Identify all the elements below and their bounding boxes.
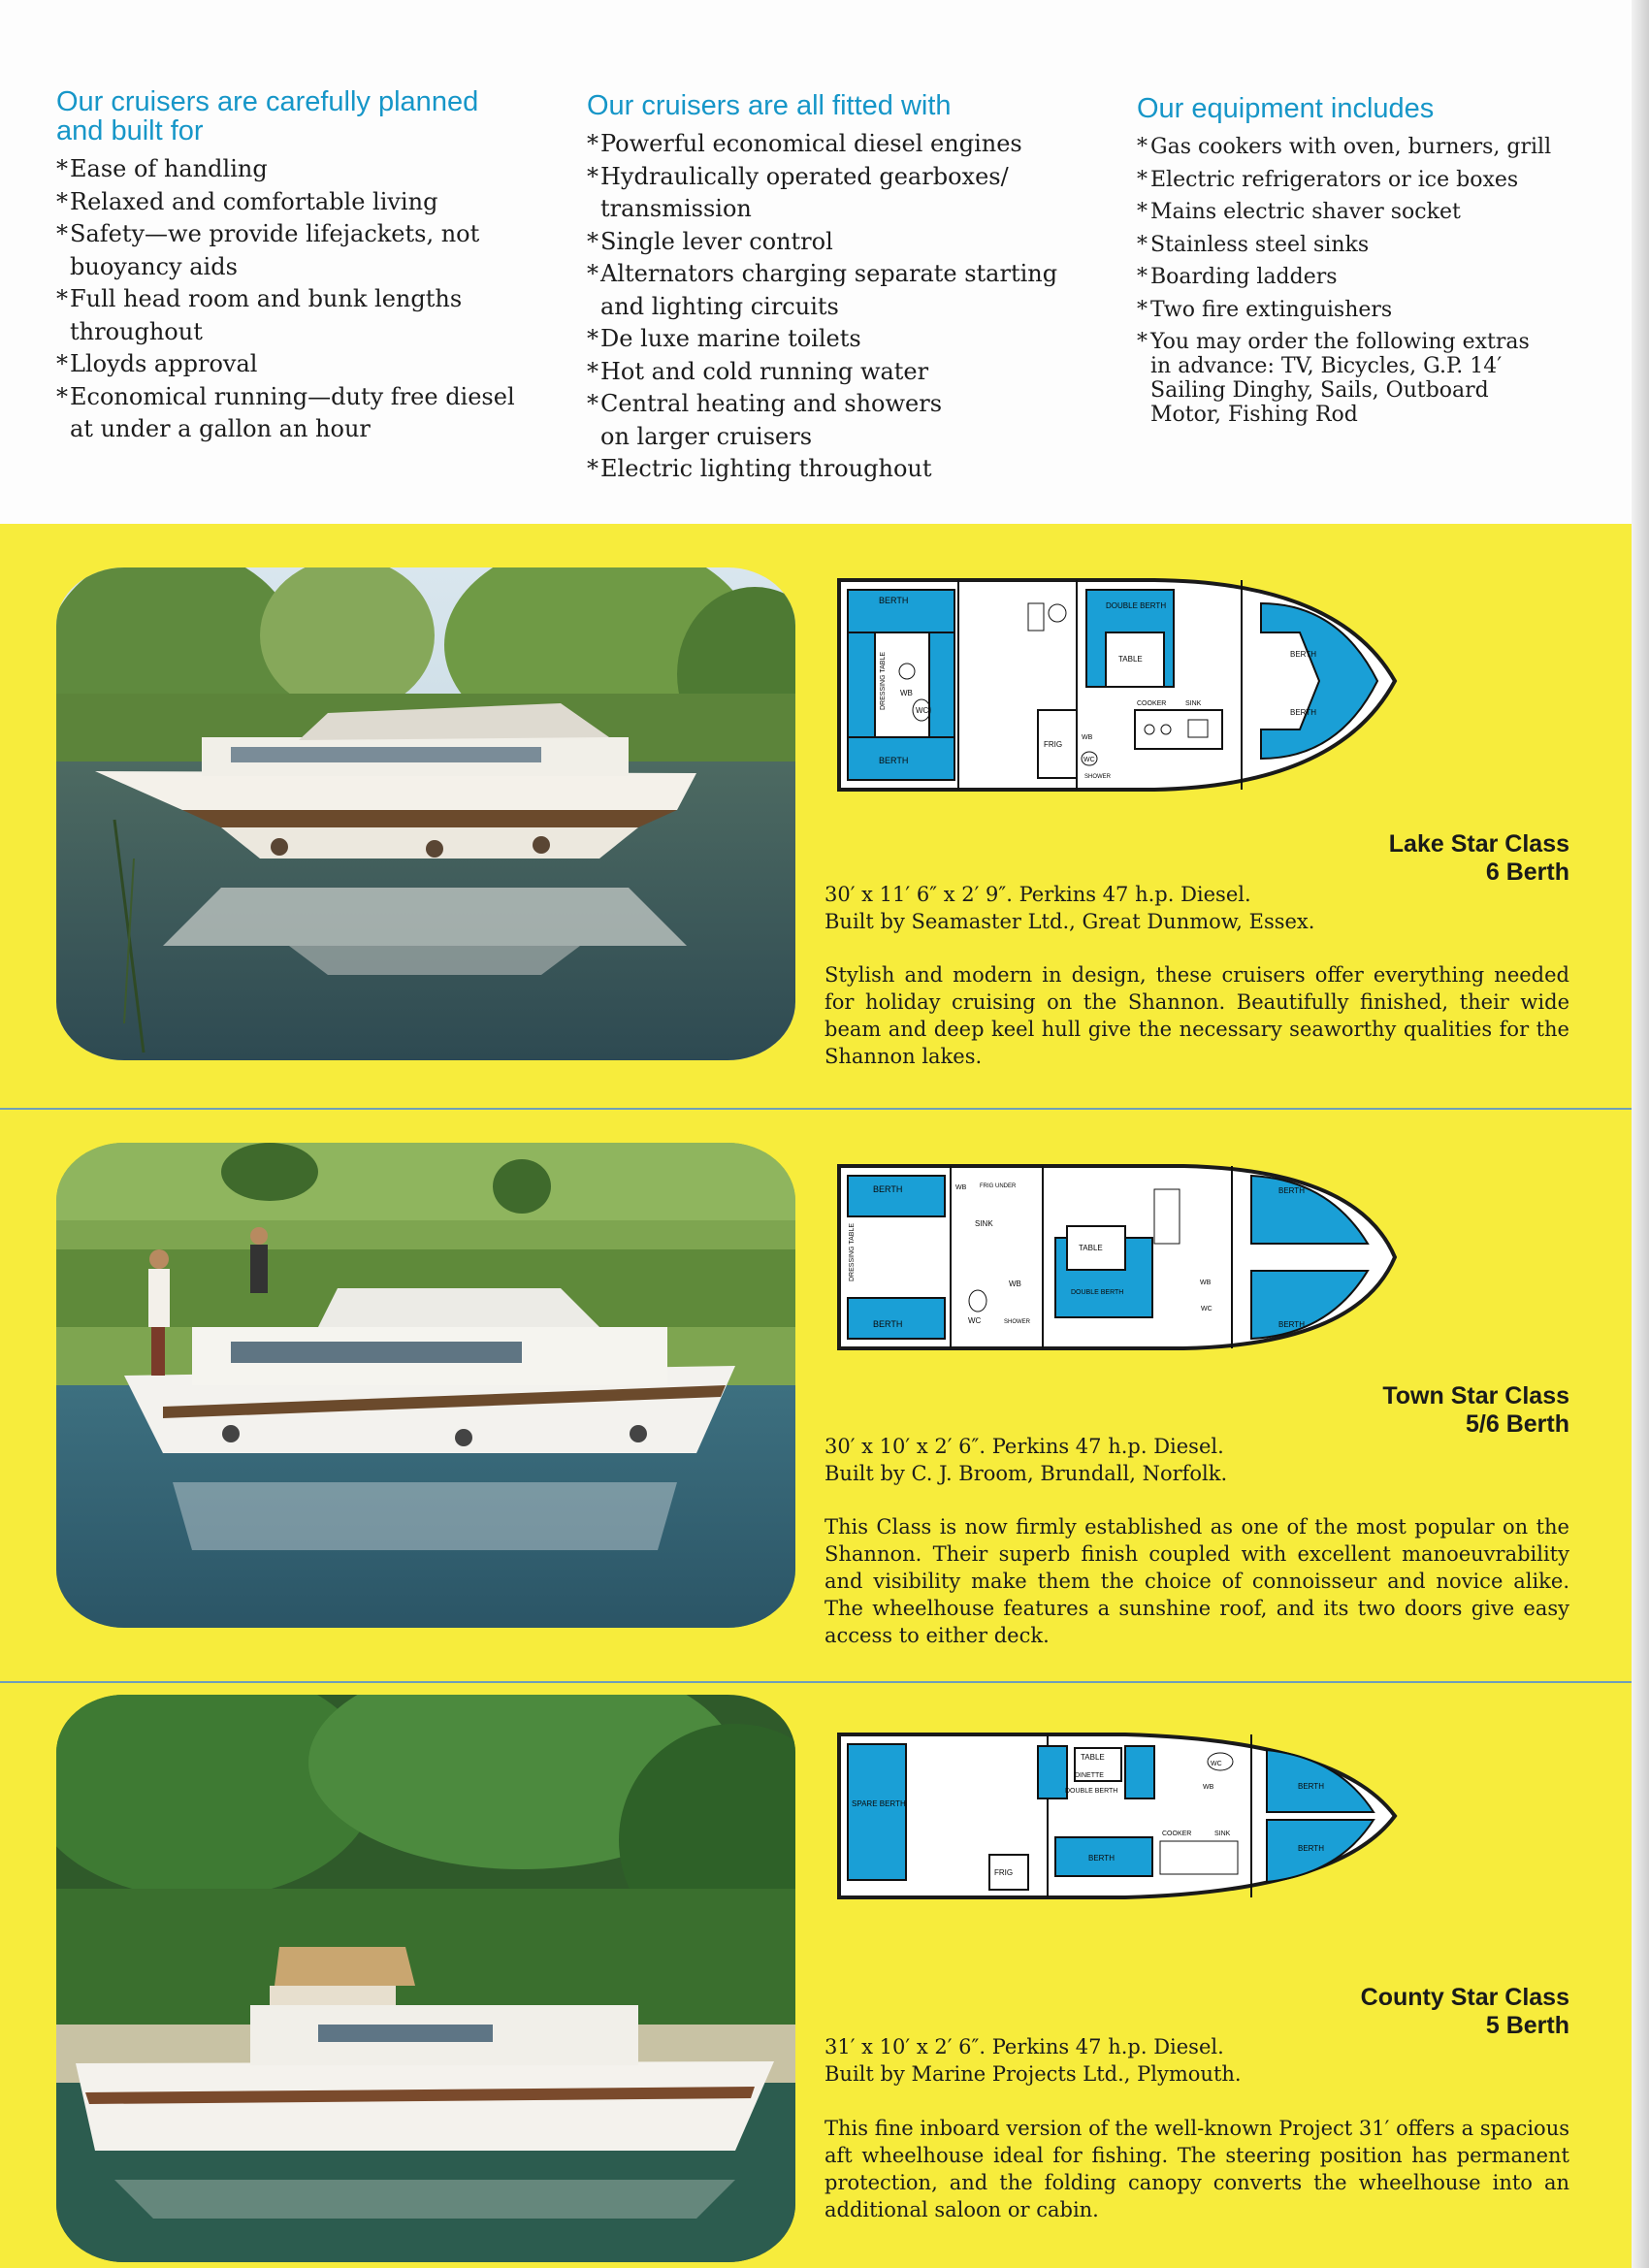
town-star-deck-plan bbox=[834, 1160, 1406, 1354]
county-star-spec bbox=[824, 2033, 1242, 2088]
class-berth: 5/6 Berth bbox=[1466, 1410, 1569, 1438]
column-heading: Our cruisers are all fitted with bbox=[587, 90, 952, 121]
plan-label: BERTH bbox=[1290, 708, 1316, 717]
plan-label: BERTH bbox=[1298, 1782, 1324, 1791]
spec-line: Built by Seamaster Ltd., Great Dunmow, Essex. bbox=[824, 910, 1315, 933]
page-edge bbox=[1632, 0, 1649, 2268]
plan-label: WB bbox=[1009, 1280, 1021, 1288]
lake-star-photo bbox=[56, 567, 795, 1060]
plan-label: DRESSING TABLE bbox=[849, 1222, 856, 1281]
class-berth: 6 Berth bbox=[1485, 859, 1569, 886]
cruiser-classes-section bbox=[0, 524, 1632, 2268]
plan-label: FRIG bbox=[994, 1868, 1014, 1877]
lake-star-description: Stylish and modern in design, these cruisers offer everything needed for holiday cruising on the Shannon. Beautifully finished, their wide beam and deep keel hull give the necessary seaworthy qualities for the Shannon lakes. bbox=[824, 963, 1569, 1068]
plan-label: BERTH bbox=[873, 1319, 903, 1329]
column-fitted-with bbox=[587, 91, 1091, 486]
plan-label: WB bbox=[1203, 1784, 1214, 1791]
plan-label: SINK bbox=[1214, 1831, 1231, 1837]
list-item: * Ease of handling bbox=[56, 153, 561, 186]
list-item: * Stainless steel sinks bbox=[1137, 229, 1602, 262]
spec-line: Built by Marine Projects Ltd., Plymouth. bbox=[824, 2062, 1242, 2086]
class-name: County Star Class bbox=[1360, 1984, 1569, 2011]
spec-line: Built by C. J. Broom, Brundall, Norfolk. bbox=[824, 1462, 1228, 1485]
feature-list bbox=[56, 153, 561, 446]
list-item: * Single lever control bbox=[587, 226, 1091, 259]
spec-line: 30′ x 11′ 6″ x 2′ 9″. Perkins 47 h.p. Diesel. bbox=[824, 883, 1251, 906]
plan-label: WB bbox=[955, 1184, 967, 1191]
plan-label: BERTH bbox=[1298, 1844, 1324, 1853]
plan-label: WC bbox=[968, 1316, 982, 1325]
list-item: * Hot and cold running water bbox=[587, 356, 1091, 389]
plan-label: TABLE bbox=[1079, 1244, 1103, 1252]
plan-label: WB bbox=[1200, 1280, 1212, 1286]
lake-star-deck-plan bbox=[834, 574, 1406, 797]
list-item-continued: throughout bbox=[70, 317, 203, 345]
list-item-continued: transmission bbox=[600, 195, 752, 222]
plan-label: DOUBLE BERTH bbox=[1106, 601, 1167, 610]
list-item: * Lloyds approval bbox=[56, 348, 561, 381]
heading-line: Our cruisers are carefully planned bbox=[56, 86, 479, 117]
plan-label: WC bbox=[916, 706, 929, 715]
class-name: Lake Star Class bbox=[1388, 830, 1569, 858]
column-heading: Our equipment includes bbox=[1137, 93, 1435, 124]
lake-star-title bbox=[1389, 830, 1569, 887]
plan-label: COOKER bbox=[1162, 1831, 1192, 1837]
lake-star-spec bbox=[824, 881, 1314, 935]
list-item: * Electric lighting throughout bbox=[587, 453, 1091, 486]
extras-line: You may order the following extras bbox=[1150, 330, 1530, 354]
plan-label: DOUBLE BERTH bbox=[1071, 1289, 1124, 1296]
spec-line: 31′ x 10′ x 2′ 6″. Perkins 47 h.p. Diesel. bbox=[824, 2035, 1224, 2058]
county-star-title bbox=[1361, 1984, 1569, 2040]
list-item: * Powerful economical diesel engines bbox=[587, 128, 1091, 161]
extras-line: in advance: TV, Bicycles, G.P. 14′ bbox=[1150, 354, 1503, 378]
plan-label: COOKER bbox=[1137, 700, 1167, 707]
class-berth: 5 Berth bbox=[1485, 2012, 1569, 2039]
plan-label: BERTH bbox=[1290, 650, 1316, 659]
plan-label: SHOWER bbox=[1084, 774, 1111, 780]
list-item: * Hydraulically operated gearboxes/ bbox=[587, 161, 1091, 194]
plan-label: WC bbox=[1211, 1761, 1222, 1767]
section-divider bbox=[0, 1681, 1632, 1683]
plan-label: TABLE bbox=[1081, 1753, 1105, 1762]
county-star-deck-plan bbox=[834, 1729, 1406, 1903]
plan-label: FRIG bbox=[1044, 740, 1063, 749]
boat-photo-illustration bbox=[56, 1695, 795, 2262]
list-item: * Boarding ladders bbox=[1137, 261, 1602, 294]
list-item: * Mains electric shaver socket bbox=[1137, 196, 1602, 229]
plan-label: BERTH bbox=[1278, 1186, 1305, 1195]
plan-label: FRIG UNDER bbox=[980, 1183, 1017, 1189]
list-item-extras bbox=[1137, 330, 1602, 427]
list-item: * Full head room and bunk lengths bbox=[56, 283, 561, 316]
plan-label: DRESSING TABLE bbox=[880, 651, 887, 710]
list-item: * Electric refrigerators or ice boxes bbox=[1137, 164, 1602, 197]
plan-label: BERTH bbox=[873, 1184, 903, 1194]
boat-photo-illustration bbox=[56, 567, 795, 1060]
list-item-continued: and lighting circuits bbox=[600, 292, 839, 320]
plan-label: DOUBLE BERTH bbox=[1065, 1788, 1118, 1795]
spec-line: 30′ x 10′ x 2′ 6″. Perkins 47 h.p. Diesel. bbox=[824, 1435, 1224, 1458]
plan-label: WC bbox=[1201, 1306, 1212, 1312]
plan-label: WC bbox=[1083, 757, 1095, 763]
list-item: * Two fire extinguishers bbox=[1137, 294, 1602, 327]
list-item-continued: buoyancy aids bbox=[70, 252, 238, 280]
plan-label: SPARE BERTH bbox=[852, 1799, 906, 1808]
section-divider bbox=[0, 1108, 1632, 1110]
plan-label: SINK bbox=[975, 1219, 993, 1228]
list-item: * Alternators charging separate starting bbox=[587, 258, 1091, 291]
town-star-spec bbox=[824, 1433, 1227, 1487]
town-star-description: This Class is now firmly established as one of the most popular on the Shannon. Their superb finish coupled with excellent manoeuvrability and visibility make them the choice of connoisseur and novice alike. The wheelhouse features a sunshine roof, and its two doors give easy access to either deck. bbox=[824, 1515, 1569, 1647]
list-item-continued: on larger cruisers bbox=[600, 422, 813, 450]
plan-label: BERTH bbox=[879, 756, 909, 765]
plan-label: BERTH bbox=[879, 596, 909, 605]
list-item: * Safety—we provide lifejackets, not bbox=[56, 218, 561, 251]
plan-label: WB bbox=[900, 689, 913, 697]
features-section bbox=[0, 0, 1632, 524]
plan-label: SINK bbox=[1185, 700, 1202, 707]
list-item: * Relaxed and comfortable living bbox=[56, 186, 561, 219]
class-name: Town Star Class bbox=[1382, 1382, 1569, 1409]
county-star-description: This fine inboard version of the well-known Project 31′ offers a spacious aft wheelhouse ideal for fishing. The steering position has permanent protection, and the folding canopy converts the wheelhouse into an additional saloon or cabin. bbox=[824, 2117, 1569, 2221]
plan-label: DINETTE bbox=[1075, 1772, 1104, 1779]
column-heading bbox=[56, 87, 561, 146]
column-planned-built bbox=[56, 87, 561, 446]
list-item-continued: at under a gallon an hour bbox=[70, 415, 371, 442]
plan-label: SHOWER bbox=[1004, 1319, 1030, 1325]
heading-line: and built for bbox=[56, 115, 204, 146]
list-item: * Gas cookers with oven, burners, grill bbox=[1137, 131, 1602, 164]
extras-line: Motor, Fishing Rod bbox=[1150, 403, 1358, 427]
plan-label: WB bbox=[1082, 734, 1093, 741]
feature-list bbox=[587, 128, 1091, 486]
plan-label: BERTH bbox=[1088, 1854, 1115, 1863]
town-star-photo bbox=[56, 1143, 795, 1628]
feature-list bbox=[1137, 131, 1602, 427]
column-equipment bbox=[1137, 94, 1602, 427]
extras-line: Sailing Dinghy, Sails, Outboard bbox=[1150, 378, 1489, 403]
town-star-title bbox=[1382, 1382, 1569, 1439]
county-star-photo bbox=[56, 1695, 795, 2262]
list-item: * Economical running—duty free diesel bbox=[56, 381, 561, 414]
list-item: * Central heating and showers bbox=[587, 388, 1091, 421]
boat-photo-illustration bbox=[56, 1143, 795, 1628]
plan-label: BERTH bbox=[1278, 1320, 1305, 1329]
list-item: * De luxe marine toilets bbox=[587, 323, 1091, 356]
plan-label: TABLE bbox=[1118, 655, 1143, 664]
